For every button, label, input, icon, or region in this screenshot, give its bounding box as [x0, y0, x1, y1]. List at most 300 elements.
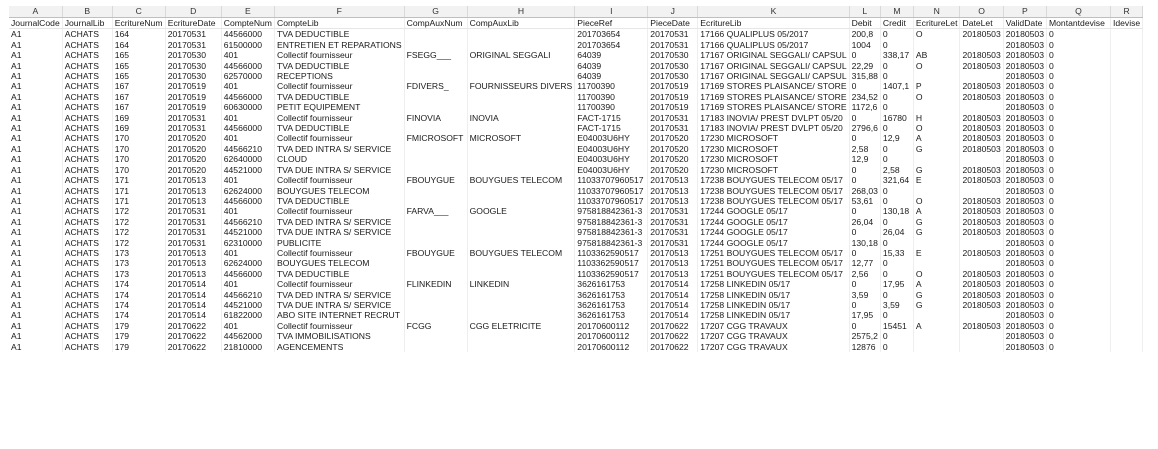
cell-n1[interactable]: EcritureLet	[913, 18, 960, 29]
cell-b26[interactable]: ACHATS	[62, 279, 112, 289]
cell-e13[interactable]: 44566210	[221, 144, 274, 154]
cell-m17[interactable]: 0	[880, 186, 913, 196]
cell-l32[interactable]: 12876	[849, 342, 880, 352]
cell-n6[interactable]	[913, 71, 960, 81]
cell-d19[interactable]: 20170531	[165, 206, 221, 216]
cell-o29[interactable]	[960, 310, 1003, 320]
cell-c17[interactable]: 171	[112, 186, 165, 196]
cell-i22[interactable]: 975818842361-3	[575, 238, 648, 248]
cell-r22[interactable]	[1110, 238, 1142, 248]
cell-d29[interactable]: 20170514	[165, 310, 221, 320]
cell-f17[interactable]: BOUYGUES TELECOM	[274, 186, 404, 196]
cell-k15[interactable]: 17230 MICROSOFT	[698, 165, 849, 175]
cell-j20[interactable]: 20170531	[648, 217, 698, 227]
cell-k6[interactable]: 17167 ORIGINAL SEGGALI/ CAPSUL	[698, 71, 849, 81]
cell-l30[interactable]: 0	[849, 321, 880, 331]
cell-k4[interactable]: 17167 ORIGINAL SEGGALI/ CAPSUL	[698, 50, 849, 60]
cell-b25[interactable]: ACHATS	[62, 269, 112, 279]
cell-q30[interactable]: 0	[1046, 321, 1110, 331]
cell-l14[interactable]: 12,9	[849, 154, 880, 164]
cell-b12[interactable]: ACHATS	[62, 133, 112, 143]
cell-b3[interactable]: ACHATS	[62, 40, 112, 50]
cell-e22[interactable]: 62310000	[221, 238, 274, 248]
cell-g24[interactable]	[404, 258, 467, 268]
cell-q4[interactable]: 0	[1046, 50, 1110, 60]
cell-l25[interactable]: 2,56	[849, 269, 880, 279]
cell-j7[interactable]: 20170519	[648, 81, 698, 91]
cell-f26[interactable]: Collectif fournisseur	[274, 279, 404, 289]
cell-n18[interactable]: O	[913, 196, 960, 206]
cell-r23[interactable]	[1110, 248, 1142, 258]
cell-f15[interactable]: TVA DUE INTRA S/ SERVICE	[274, 165, 404, 175]
cell-p31[interactable]: 20180503	[1003, 331, 1046, 341]
cell-o15[interactable]: 20180503	[960, 165, 1003, 175]
cell-h1[interactable]: CompAuxLib	[467, 18, 575, 29]
cell-f25[interactable]: TVA DEDUCTIBLE	[274, 269, 404, 279]
cell-b13[interactable]: ACHATS	[62, 144, 112, 154]
cell-m9[interactable]: 0	[880, 102, 913, 112]
cell-p3[interactable]: 20180503	[1003, 40, 1046, 50]
cell-h14[interactable]	[467, 154, 575, 164]
cell-p18[interactable]: 20180503	[1003, 196, 1046, 206]
cell-d28[interactable]: 20170514	[165, 300, 221, 310]
cell-l2[interactable]: 200,8	[849, 29, 880, 40]
cell-d30[interactable]: 20170622	[165, 321, 221, 331]
cell-g5[interactable]	[404, 61, 467, 71]
cell-b22[interactable]: ACHATS	[62, 238, 112, 248]
column-header-a[interactable]: A	[9, 6, 62, 18]
cell-n32[interactable]	[913, 342, 960, 352]
cell-p30[interactable]: 20180503	[1003, 321, 1046, 331]
cell-q12[interactable]: 0	[1046, 133, 1110, 143]
cell-e3[interactable]: 61500000	[221, 40, 274, 50]
cell-r4[interactable]	[1110, 50, 1142, 60]
cell-j17[interactable]: 20170513	[648, 186, 698, 196]
cell-b2[interactable]: ACHATS	[62, 29, 112, 40]
cell-g1[interactable]: CompAuxNum	[404, 18, 467, 29]
cell-c9[interactable]: 167	[112, 102, 165, 112]
cell-k31[interactable]: 17207 CGG TRAVAUX	[698, 331, 849, 341]
cell-h10[interactable]: INOVIA	[467, 113, 575, 123]
cell-n16[interactable]: E	[913, 175, 960, 185]
cell-h28[interactable]	[467, 300, 575, 310]
cell-h32[interactable]	[467, 342, 575, 352]
cell-c12[interactable]: 170	[112, 133, 165, 143]
cell-i23[interactable]: 1103362590517	[575, 248, 648, 258]
cell-m6[interactable]: 0	[880, 71, 913, 81]
cell-l9[interactable]: 1172,6	[849, 102, 880, 112]
cell-f20[interactable]: TVA DED INTRA S/ SERVICE	[274, 217, 404, 227]
cell-h26[interactable]: LINKEDIN	[467, 279, 575, 289]
cell-o6[interactable]	[960, 71, 1003, 81]
cell-l28[interactable]: 0	[849, 300, 880, 310]
cell-n30[interactable]: A	[913, 321, 960, 331]
cell-n13[interactable]: G	[913, 144, 960, 154]
cell-r32[interactable]	[1110, 342, 1142, 352]
cell-q8[interactable]: 0	[1046, 92, 1110, 102]
cell-d1[interactable]: EcritureDate	[165, 18, 221, 29]
cell-g14[interactable]	[404, 154, 467, 164]
cell-f6[interactable]: RECEPTIONS	[274, 71, 404, 81]
cell-j3[interactable]: 20170531	[648, 40, 698, 50]
cell-h16[interactable]: BOUYGUES TELECOM	[467, 175, 575, 185]
cell-l23[interactable]: 0	[849, 248, 880, 258]
cell-q17[interactable]: 0	[1046, 186, 1110, 196]
cell-q31[interactable]: 0	[1046, 331, 1110, 341]
cell-m21[interactable]: 26,04	[880, 227, 913, 237]
cell-a22[interactable]: A1	[9, 238, 62, 248]
cell-h31[interactable]	[467, 331, 575, 341]
cell-p25[interactable]: 20180503	[1003, 269, 1046, 279]
cell-r27[interactable]	[1110, 290, 1142, 300]
cell-g13[interactable]	[404, 144, 467, 154]
cell-f23[interactable]: Collectif fournisseur	[274, 248, 404, 258]
cell-l21[interactable]: 0	[849, 227, 880, 237]
cell-c22[interactable]: 172	[112, 238, 165, 248]
cell-e2[interactable]: 44566000	[221, 29, 274, 40]
cell-b20[interactable]: ACHATS	[62, 217, 112, 227]
cell-n29[interactable]	[913, 310, 960, 320]
cell-c1[interactable]: EcritureNum	[112, 18, 165, 29]
cell-e9[interactable]: 60630000	[221, 102, 274, 112]
cell-p1[interactable]: ValidDate	[1003, 18, 1046, 29]
cell-o26[interactable]: 20180503	[960, 279, 1003, 289]
cell-b23[interactable]: ACHATS	[62, 248, 112, 258]
cell-e23[interactable]: 401	[221, 248, 274, 258]
cell-g29[interactable]	[404, 310, 467, 320]
cell-r1[interactable]: Idevise	[1110, 18, 1142, 29]
cell-k7[interactable]: 17169 STORES PLAISANCE/ STORE	[698, 81, 849, 91]
cell-k14[interactable]: 17230 MICROSOFT	[698, 154, 849, 164]
cell-l11[interactable]: 2796,6	[849, 123, 880, 133]
cell-j2[interactable]: 20170531	[648, 29, 698, 40]
cell-r19[interactable]	[1110, 206, 1142, 216]
cell-g22[interactable]	[404, 238, 467, 248]
cell-n11[interactable]: O	[913, 123, 960, 133]
cell-r2[interactable]	[1110, 29, 1142, 40]
cell-p22[interactable]: 20180503	[1003, 238, 1046, 248]
cell-n28[interactable]: G	[913, 300, 960, 310]
cell-b32[interactable]: ACHATS	[62, 342, 112, 352]
cell-a31[interactable]: A1	[9, 331, 62, 341]
cell-q25[interactable]: 0	[1046, 269, 1110, 279]
cell-c25[interactable]: 173	[112, 269, 165, 279]
cell-j15[interactable]: 20170520	[648, 165, 698, 175]
cell-d10[interactable]: 20170531	[165, 113, 221, 123]
cell-o16[interactable]: 20180503	[960, 175, 1003, 185]
cell-m26[interactable]: 17,95	[880, 279, 913, 289]
cell-k2[interactable]: 17166 QUALIPLUS 05/2017	[698, 29, 849, 40]
cell-h18[interactable]	[467, 196, 575, 206]
cell-l10[interactable]: 0	[849, 113, 880, 123]
cell-a3[interactable]: A1	[9, 40, 62, 50]
cell-l6[interactable]: 315,88	[849, 71, 880, 81]
cell-l29[interactable]: 17,95	[849, 310, 880, 320]
cell-b21[interactable]: ACHATS	[62, 227, 112, 237]
cell-n23[interactable]: E	[913, 248, 960, 258]
cell-p9[interactable]: 20180503	[1003, 102, 1046, 112]
cell-j27[interactable]: 20170514	[648, 290, 698, 300]
cell-h20[interactable]	[467, 217, 575, 227]
cell-n7[interactable]: P	[913, 81, 960, 91]
cell-g4[interactable]: FSEGG___	[404, 50, 467, 60]
cell-a18[interactable]: A1	[9, 196, 62, 206]
cell-q28[interactable]: 0	[1046, 300, 1110, 310]
cell-e21[interactable]: 44521000	[221, 227, 274, 237]
cell-e11[interactable]: 44566000	[221, 123, 274, 133]
cell-a4[interactable]: A1	[9, 50, 62, 60]
cell-o11[interactable]: 20180503	[960, 123, 1003, 133]
cell-o13[interactable]: 20180503	[960, 144, 1003, 154]
cell-e8[interactable]: 44566000	[221, 92, 274, 102]
cell-q32[interactable]: 0	[1046, 342, 1110, 352]
cell-r10[interactable]	[1110, 113, 1142, 123]
cell-o10[interactable]: 20180503	[960, 113, 1003, 123]
column-header-r[interactable]: R	[1110, 6, 1142, 18]
cell-q10[interactable]: 0	[1046, 113, 1110, 123]
cell-q6[interactable]: 0	[1046, 71, 1110, 81]
cell-p32[interactable]: 20180503	[1003, 342, 1046, 352]
cell-m8[interactable]: 0	[880, 92, 913, 102]
cell-r16[interactable]	[1110, 175, 1142, 185]
cell-m7[interactable]: 1407,1	[880, 81, 913, 91]
cell-i2[interactable]: 201703654	[575, 29, 648, 40]
cell-f13[interactable]: TVA DED INTRA S/ SERVICE	[274, 144, 404, 154]
cell-i26[interactable]: 3626161753	[575, 279, 648, 289]
cell-i4[interactable]: 64039	[575, 50, 648, 60]
cell-j18[interactable]: 20170513	[648, 196, 698, 206]
cell-f32[interactable]: AGENCEMENTS	[274, 342, 404, 352]
cell-o25[interactable]: 20180503	[960, 269, 1003, 279]
cell-b27[interactable]: ACHATS	[62, 290, 112, 300]
cell-l22[interactable]: 130,18	[849, 238, 880, 248]
cell-l20[interactable]: 26,04	[849, 217, 880, 227]
cell-g9[interactable]	[404, 102, 467, 112]
cell-f11[interactable]: TVA DEDUCTIBLE	[274, 123, 404, 133]
cell-a14[interactable]: A1	[9, 154, 62, 164]
cell-o27[interactable]: 20180503	[960, 290, 1003, 300]
cell-i12[interactable]: E04003U6HY	[575, 133, 648, 143]
cell-g32[interactable]	[404, 342, 467, 352]
cell-f30[interactable]: Collectif fournisseur	[274, 321, 404, 331]
cell-l19[interactable]: 0	[849, 206, 880, 216]
cell-i13[interactable]: E04003U6HY	[575, 144, 648, 154]
cell-i21[interactable]: 975818842361-3	[575, 227, 648, 237]
cell-n20[interactable]: G	[913, 217, 960, 227]
cell-d9[interactable]: 20170519	[165, 102, 221, 112]
cell-m32[interactable]: 0	[880, 342, 913, 352]
cell-f8[interactable]: TVA DEDUCTIBLE	[274, 92, 404, 102]
cell-m10[interactable]: 16780	[880, 113, 913, 123]
cell-r6[interactable]	[1110, 71, 1142, 81]
cell-g10[interactable]: FINOVIA	[404, 113, 467, 123]
cell-f1[interactable]: CompteLib	[274, 18, 404, 29]
cell-r17[interactable]	[1110, 186, 1142, 196]
cell-d20[interactable]: 20170531	[165, 217, 221, 227]
cell-h5[interactable]	[467, 61, 575, 71]
cell-i27[interactable]: 3626161753	[575, 290, 648, 300]
cell-d13[interactable]: 20170520	[165, 144, 221, 154]
cell-b4[interactable]: ACHATS	[62, 50, 112, 60]
cell-m15[interactable]: 2,58	[880, 165, 913, 175]
cell-g11[interactable]	[404, 123, 467, 133]
cell-g8[interactable]	[404, 92, 467, 102]
cell-m20[interactable]: 0	[880, 217, 913, 227]
cell-a28[interactable]: A1	[9, 300, 62, 310]
cell-o3[interactable]	[960, 40, 1003, 50]
cell-k23[interactable]: 17251 BOUYGUES TELECOM 05/17	[698, 248, 849, 258]
cell-p24[interactable]: 20180503	[1003, 258, 1046, 268]
cell-c23[interactable]: 173	[112, 248, 165, 258]
cell-a20[interactable]: A1	[9, 217, 62, 227]
cell-e31[interactable]: 44562000	[221, 331, 274, 341]
cell-j6[interactable]: 20170530	[648, 71, 698, 81]
cell-c2[interactable]: 164	[112, 29, 165, 40]
cell-n25[interactable]: O	[913, 269, 960, 279]
cell-g31[interactable]	[404, 331, 467, 341]
cell-g12[interactable]: FMICROSOFT	[404, 133, 467, 143]
cell-l27[interactable]: 3,59	[849, 290, 880, 300]
cell-e25[interactable]: 44566000	[221, 269, 274, 279]
cell-e14[interactable]: 62640000	[221, 154, 274, 164]
cell-n31[interactable]	[913, 331, 960, 341]
cell-b15[interactable]: ACHATS	[62, 165, 112, 175]
cell-n15[interactable]: G	[913, 165, 960, 175]
cell-f7[interactable]: Collectif fournisseur	[274, 81, 404, 91]
cell-f24[interactable]: BOUYGUES TELECOM	[274, 258, 404, 268]
cell-n22[interactable]	[913, 238, 960, 248]
cell-f5[interactable]: TVA DEDUCTIBLE	[274, 61, 404, 71]
cell-n24[interactable]	[913, 258, 960, 268]
cell-c15[interactable]: 170	[112, 165, 165, 175]
cell-k12[interactable]: 17230 MICROSOFT	[698, 133, 849, 143]
cell-o2[interactable]: 20180503	[960, 29, 1003, 40]
cell-r24[interactable]	[1110, 258, 1142, 268]
cell-h29[interactable]	[467, 310, 575, 320]
cell-p11[interactable]: 20180503	[1003, 123, 1046, 133]
cell-e7[interactable]: 401	[221, 81, 274, 91]
cell-i30[interactable]: 20170600112	[575, 321, 648, 331]
cell-h15[interactable]	[467, 165, 575, 175]
cell-c30[interactable]: 179	[112, 321, 165, 331]
cell-d11[interactable]: 20170531	[165, 123, 221, 133]
cell-g15[interactable]	[404, 165, 467, 175]
cell-m13[interactable]: 0	[880, 144, 913, 154]
cell-m4[interactable]: 338,17	[880, 50, 913, 60]
cell-l17[interactable]: 268,03	[849, 186, 880, 196]
cell-e16[interactable]: 401	[221, 175, 274, 185]
cell-j31[interactable]: 20170622	[648, 331, 698, 341]
cell-h13[interactable]	[467, 144, 575, 154]
cell-p21[interactable]: 20180503	[1003, 227, 1046, 237]
cell-j8[interactable]: 20170519	[648, 92, 698, 102]
cell-q2[interactable]: 0	[1046, 29, 1110, 40]
cell-i20[interactable]: 975818842361-3	[575, 217, 648, 227]
cell-j1[interactable]: PieceDate	[648, 18, 698, 29]
cell-l31[interactable]: 2575,2	[849, 331, 880, 341]
cell-r12[interactable]	[1110, 133, 1142, 143]
column-header-i[interactable]: I	[575, 6, 648, 18]
cell-b17[interactable]: ACHATS	[62, 186, 112, 196]
cell-q15[interactable]: 0	[1046, 165, 1110, 175]
cell-b1[interactable]: JournalLib	[62, 18, 112, 29]
cell-o20[interactable]: 20180503	[960, 217, 1003, 227]
cell-o30[interactable]: 20180503	[960, 321, 1003, 331]
cell-q23[interactable]: 0	[1046, 248, 1110, 258]
cell-g2[interactable]	[404, 29, 467, 40]
cell-e30[interactable]: 401	[221, 321, 274, 331]
cell-q22[interactable]: 0	[1046, 238, 1110, 248]
cell-o5[interactable]: 20180503	[960, 61, 1003, 71]
cell-r5[interactable]	[1110, 61, 1142, 71]
cell-e17[interactable]: 62624000	[221, 186, 274, 196]
cell-e26[interactable]: 401	[221, 279, 274, 289]
cell-o17[interactable]	[960, 186, 1003, 196]
cell-m14[interactable]: 0	[880, 154, 913, 164]
cell-c16[interactable]: 171	[112, 175, 165, 185]
cell-r14[interactable]	[1110, 154, 1142, 164]
cell-j32[interactable]: 20170622	[648, 342, 698, 352]
cell-b18[interactable]: ACHATS	[62, 196, 112, 206]
cell-l24[interactable]: 12,77	[849, 258, 880, 268]
cell-c3[interactable]: 164	[112, 40, 165, 50]
cell-e12[interactable]: 401	[221, 133, 274, 143]
cell-j26[interactable]: 20170514	[648, 279, 698, 289]
cell-n9[interactable]	[913, 102, 960, 112]
cell-b5[interactable]: ACHATS	[62, 61, 112, 71]
cell-q26[interactable]: 0	[1046, 279, 1110, 289]
cell-k21[interactable]: 17244 GOOGLE 05/17	[698, 227, 849, 237]
cell-h8[interactable]	[467, 92, 575, 102]
cell-n19[interactable]: A	[913, 206, 960, 216]
cell-j4[interactable]: 20170530	[648, 50, 698, 60]
cell-o18[interactable]: 20180503	[960, 196, 1003, 206]
cell-c18[interactable]: 171	[112, 196, 165, 206]
cell-g25[interactable]	[404, 269, 467, 279]
cell-i1[interactable]: PieceRef	[575, 18, 648, 29]
column-header-h[interactable]: H	[467, 6, 575, 18]
cell-n17[interactable]	[913, 186, 960, 196]
cell-l15[interactable]: 0	[849, 165, 880, 175]
cell-m23[interactable]: 15,33	[880, 248, 913, 258]
cell-k13[interactable]: 17230 MICROSOFT	[698, 144, 849, 154]
cell-m28[interactable]: 3,59	[880, 300, 913, 310]
cell-a6[interactable]: A1	[9, 71, 62, 81]
cell-p2[interactable]: 20180503	[1003, 29, 1046, 40]
cell-m24[interactable]: 0	[880, 258, 913, 268]
cell-f29[interactable]: ABO SITE INTERNET RECRUT	[274, 310, 404, 320]
cell-l5[interactable]: 22,29	[849, 61, 880, 71]
cell-d14[interactable]: 20170520	[165, 154, 221, 164]
cell-m1[interactable]: Credit	[880, 18, 913, 29]
cell-f31[interactable]: TVA IMMOBILISATIONS	[274, 331, 404, 341]
cell-f22[interactable]: PUBLICITE	[274, 238, 404, 248]
cell-l7[interactable]: 0	[849, 81, 880, 91]
cell-c7[interactable]: 167	[112, 81, 165, 91]
cell-r7[interactable]	[1110, 81, 1142, 91]
cell-d26[interactable]: 20170514	[165, 279, 221, 289]
cell-m16[interactable]: 321,64	[880, 175, 913, 185]
cell-k19[interactable]: 17244 GOOGLE 05/17	[698, 206, 849, 216]
cell-g27[interactable]	[404, 290, 467, 300]
cell-r21[interactable]	[1110, 227, 1142, 237]
column-header-k[interactable]: K	[698, 6, 849, 18]
cell-o21[interactable]: 20180503	[960, 227, 1003, 237]
column-header-l[interactable]: L	[849, 6, 880, 18]
cell-d31[interactable]: 20170622	[165, 331, 221, 341]
cell-e27[interactable]: 44566210	[221, 290, 274, 300]
cell-r28[interactable]	[1110, 300, 1142, 310]
